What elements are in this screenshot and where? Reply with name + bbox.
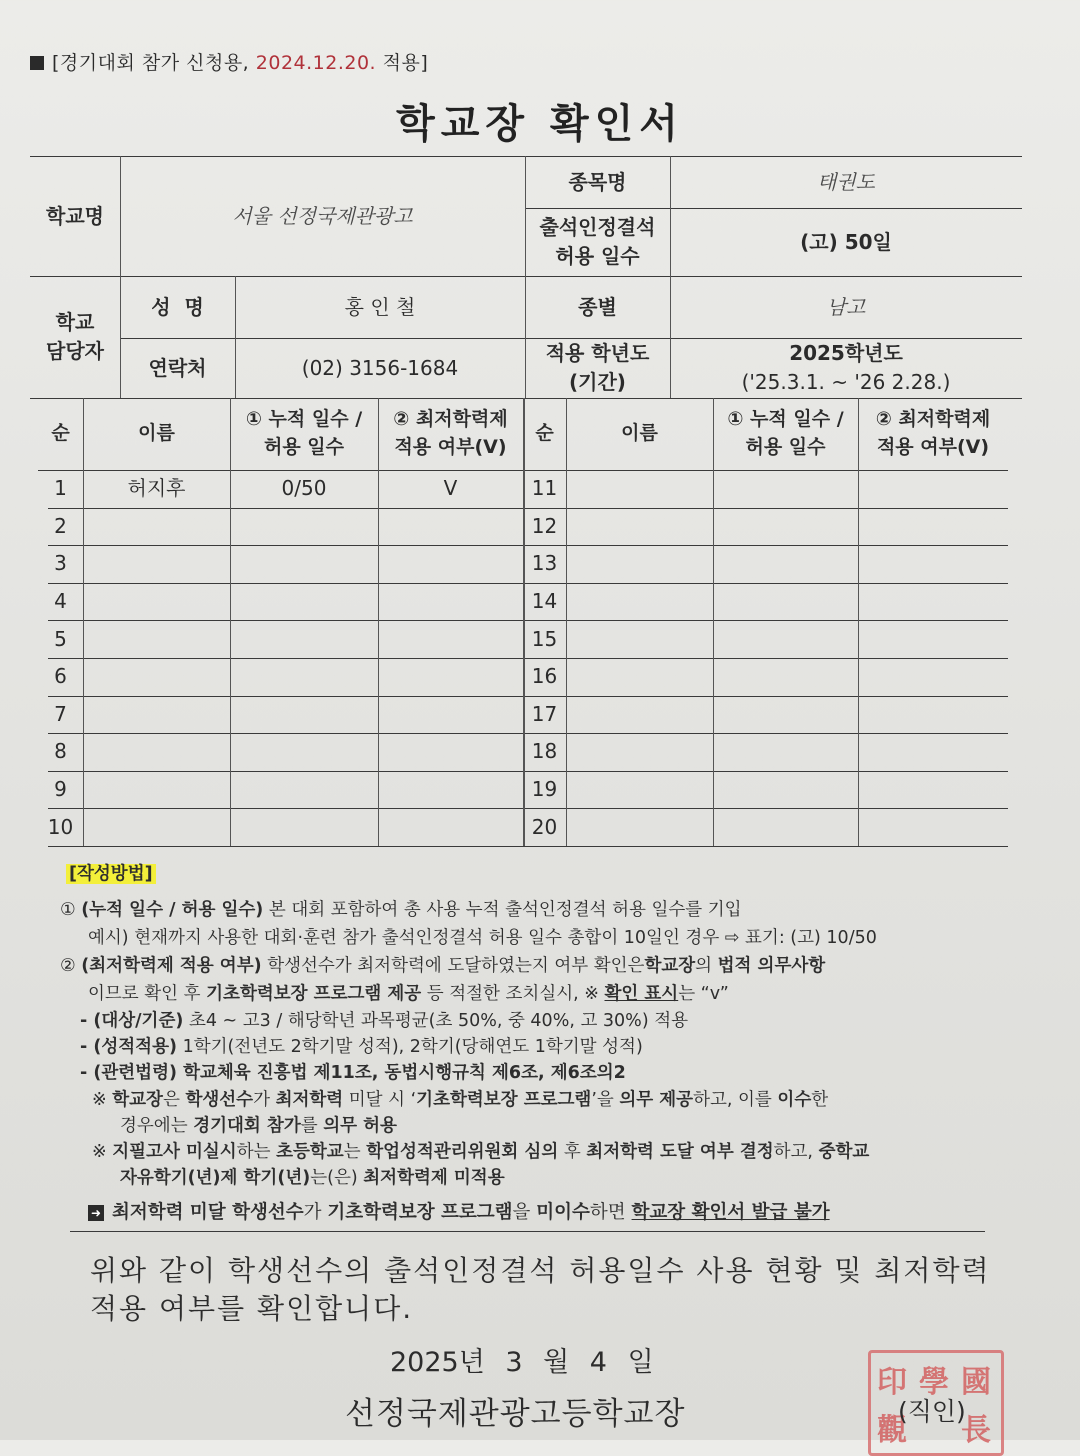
contact-label: 연락처 [148,355,207,380]
rule-1-example: 예시) 현재까지 사용한 대회·훈련 참가 출석인정결석 허용 일수 총합이 10일인 경우 ⇨ 표기: (고) 10/50 [88,928,877,948]
row-number-left: 9 [54,777,67,802]
row-number-left: 5 [54,626,67,651]
header-no-right [523,398,566,470]
row-days-right [713,771,858,809]
row-number-left: 1 [54,476,67,501]
row-number-left: 6 [54,664,67,689]
note-1-f: 최저학력 [275,1090,344,1110]
row-number-right: 19 [531,777,558,802]
rule-2-text-c: 의 [695,956,713,976]
principal-name: 선정국제관광고등학교장 [345,1396,686,1432]
row-days-right [713,470,858,508]
header-min-left [378,398,523,470]
note-1-g: 미달 시 ‘ [348,1090,417,1110]
row-name-left [83,545,230,583]
row-name-left [83,771,230,809]
row-check-right [858,545,1008,583]
row-number-right: 17 [531,701,558,726]
rule-2-title: (최저학력제 적용 여부) [81,956,262,976]
note-2-d: 초등학교 [276,1142,344,1162]
note-2-line2-a: 자유학기(년)제 학기(년) [120,1168,311,1188]
header-no-left-text: 순 [51,422,70,445]
year-label [525,338,670,398]
row-divider [48,846,1008,847]
year-value [670,338,1022,398]
row-name-right [566,696,713,734]
students-table [38,398,1008,846]
page-title: 학교장 확인서 [396,101,684,147]
warning-g: 학교장 확인서 발급 불가 [631,1202,830,1223]
divider [70,1231,985,1232]
note-1-m: 한 [811,1090,829,1110]
notice-date: 2024.12.20. [255,52,377,74]
warning-e: 미이수 [536,1202,590,1223]
warning-f: 하면 [589,1202,626,1223]
grade-label: - (성적적용) [80,1037,177,1057]
row-name-right [566,508,713,546]
bullet-1: ① [60,900,76,920]
header-no-left [38,398,83,470]
row-check-left [378,620,523,658]
rule-2-line2-b: 기초학력보장 프로그램 제공 [206,984,422,1004]
row-check-right [858,620,1008,658]
note-2-j: 중학교 [818,1142,870,1162]
absence-label [525,208,670,276]
target-text: 초4 ~ 고3 / 해당학년 과목평균(초 50%, 중 40%, 고 30%) 적용 [188,1011,689,1031]
row-check-right [858,470,1008,508]
warning-c: 기초학력보장 프로그램 [327,1202,513,1223]
note-1-line2-d: 의무 허용 [323,1116,397,1136]
note-2-line2-c: 최저학력제 미적용 [363,1168,505,1188]
rule-2-line2-a: 이므로 확인 후 [88,984,201,1004]
note-2-line2-b: 는(은) [310,1168,358,1188]
row-number-left: 3 [54,551,67,576]
rule-1-title: (누적 일수 / 허용 일수) [81,900,264,920]
header-days-left-text: ① 누적 일수 / [245,408,363,431]
note-1-line2-b: 경기대회 참가 [193,1116,301,1136]
school-label: 학교명 [46,203,104,228]
note-1-line2-c: 를 [300,1116,318,1136]
form-notice [30,48,428,75]
school-value: 서울 선정국제관광고 [232,203,413,228]
row-name-right [566,583,713,621]
grade-text: 1학기(전년도 2학기말 성적), 2학기(당해연도 1학기말 성적) [182,1037,643,1057]
rule-2-line2-d: 확인 표시 [604,984,679,1004]
manager-label-line2: 담당자 [46,339,104,363]
row-days-left [230,658,378,696]
note-1-b: 학교장 [112,1090,163,1110]
row-check-right [858,508,1008,546]
row-number-right: 14 [531,589,558,614]
note-1-e: 가 [253,1090,270,1110]
confirmation-line1: 위와 같이 학생선수의 출석인정결석 허용일수 사용 현황 및 최저학력 [90,1254,991,1287]
row-check-right [858,583,1008,621]
row-days-left [230,545,378,583]
row-number-right: 16 [531,664,558,689]
confirmation-text [90,1252,991,1328]
header-days-right-text: 허용 일수 [745,436,826,458]
row-name-left [83,508,230,546]
row-days-right [713,620,858,658]
row-number-right: 18 [531,739,558,764]
arrow-right-icon: ➜ [88,1205,104,1221]
row-name-left [83,733,230,771]
row-days-right [713,508,858,546]
note-2-i: 하고, [773,1142,813,1162]
row-number-left: 8 [54,739,67,764]
warning-b: 가 [303,1202,322,1223]
header-name-right [566,398,713,470]
bullet-2: ② [60,956,76,976]
row-days-left [230,733,378,771]
row-check-left [378,808,523,846]
sport-label: 종목명 [568,169,627,194]
note-2-c: 하는 [236,1142,271,1162]
confirmation-line2: 적용 여부를 확인합니다. [90,1292,414,1325]
row-name-left [83,620,230,658]
row-name-right [566,771,713,809]
header-min-right-text: ② 최저학력제 [875,408,991,431]
note-1-c: 은 [162,1090,180,1110]
square-bullet-icon [30,56,44,70]
note-2-e: 는 [343,1142,361,1162]
row-days-left [230,583,378,621]
note-2-f: 학업성적관리위원회 심의 [366,1142,559,1162]
row-check-left [378,545,523,583]
type-label: 종별 [578,294,617,319]
row-days-left [230,771,378,809]
note-2-b: 지필고사 미실시 [112,1142,237,1162]
row-days-right [713,733,858,771]
note-1-line2-a: 경우에는 [120,1116,188,1136]
row-days-right [713,658,858,696]
header-days-right-text: ① 누적 일수 / [727,408,844,431]
row-check-left [378,696,523,734]
row-check-left [378,583,523,621]
header-days-right [713,398,858,470]
row-days-left [230,808,378,846]
row-days-left [230,696,378,734]
row-check-right [858,733,1008,771]
header-min-right-text: 적용 여부(V) [876,436,990,458]
row-check-left [378,733,523,771]
header-min-left-text: 적용 여부(V) [394,436,507,458]
issue-date: 2025년 3 월 4 일 [390,1347,654,1378]
rule-2-line2-e: 는 “v” [678,984,729,1004]
header-min-right [858,398,1008,470]
row-number-left: 4 [54,589,67,614]
rule-2-text-b: 학교장 [644,956,696,976]
row-check-right [858,808,1008,846]
notice-prefix: [경기대회 참가 신청용, [52,52,250,74]
notice-suffix: 적용] [382,52,429,74]
absence-value: (고) 50일 [800,229,892,254]
row-number-right: 11 [531,476,558,501]
absence-label-line2: 허용 일수 [555,244,640,268]
row-number-left: 2 [54,513,67,538]
absence-label-line1: 출석인정결석 [539,215,656,239]
row-name-right [566,658,713,696]
warning-d: 을 [512,1202,531,1223]
row-days-left: 0/50 [281,476,327,501]
manager-label-line1: 학교 [55,310,95,334]
row-check-right [858,696,1008,734]
row-name-right [566,808,713,846]
row-name-right [566,620,713,658]
header-days-left [230,398,378,470]
header-name-left-text: 이름 [138,422,175,445]
seal-label: (직인) [898,1397,966,1426]
official-seal-icon: 印 學 國 觀 長 [868,1350,1004,1456]
header-min-left-text: ② 최저학력제 [393,408,508,431]
note-2-mark: ※ [92,1142,107,1162]
year-value-line2: ('25.3.1. ~ '26 2.28.) [741,370,951,394]
row-number-right: 13 [531,551,558,576]
header-no-right-text: 순 [535,422,554,445]
year-label-line1: 적용 학년도 [545,341,650,365]
contact-value: (02) 3156-1684 [301,355,459,380]
row-number-left: 7 [54,701,67,726]
manager-label [30,276,120,398]
sport-value: 태권도 [817,169,875,194]
row-days-right [713,545,858,583]
header-name-left [83,398,230,470]
row-number-right: 20 [531,814,558,839]
instructions-heading: [작성방법] [66,864,156,884]
note-1-d: 학생선수 [185,1090,254,1110]
row-days-left [230,620,378,658]
name-value: 홍 인 철 [344,294,416,319]
row-days-right [713,583,858,621]
year-label-line2: (기간) [569,370,626,394]
row-number-right: 15 [531,626,558,651]
row-name-right [566,470,713,508]
note-1-j: 의무 제공 [619,1090,694,1110]
row-check-left [378,658,523,696]
note-1-k: 하고, 이를 [693,1090,772,1110]
year-value-line1: 2025학년도 [789,341,903,365]
row-check-right [858,771,1008,809]
law-text: - (관련법령) 학교체육 진흥법 제11조, 동법시행규칙 제6조, 제6조의2 [80,1063,626,1083]
rule-1-text: 본 대회 포함하여 총 사용 누적 출석인정결석 허용 일수를 기입 [268,900,742,920]
note-1-i: ’을 [591,1090,614,1110]
warning-a: 최저학력 미달 학생선수 [112,1202,304,1223]
row-name-left [83,696,230,734]
rule-2-text-d: 법적 의무사항 [717,956,826,976]
row-name-left [83,808,230,846]
header-days-left-text: 허용 일수 [263,436,345,458]
target-label: - (대상/기준) [80,1011,184,1031]
row-check-right [858,658,1008,696]
row-name-left: 허지후 [127,476,186,501]
note-1-h: 기초학력보장 프로그램 [416,1090,592,1110]
info-table [30,156,1022,398]
rule-2-line2-c: 등 적절한 조치실시, ※ [426,984,599,1004]
row-check-left [378,508,523,546]
note-2-g: 후 [563,1142,581,1162]
row-check-left: V [443,476,458,501]
row-check-left [378,771,523,809]
row-name-right [566,545,713,583]
name-label: 성 명 [151,294,204,319]
note-2-h: 최저학력 도달 여부 결정 [586,1142,774,1162]
row-days-right [713,808,858,846]
note-1-mark: ※ [92,1090,107,1110]
row-name-left [83,658,230,696]
row-days-left [230,508,378,546]
type-value: 남고 [826,294,866,319]
row-name-left [83,583,230,621]
row-number-left: 10 [47,814,74,839]
row-days-right [713,696,858,734]
row-number-right: 12 [531,513,558,538]
note-1-l: 이수 [777,1090,812,1110]
row-name-right [566,733,713,771]
header-name-right-text: 이름 [621,422,658,445]
rule-2-text-a: 학생선수가 최저학력에 도달하였는지 여부 확인은 [267,956,645,976]
